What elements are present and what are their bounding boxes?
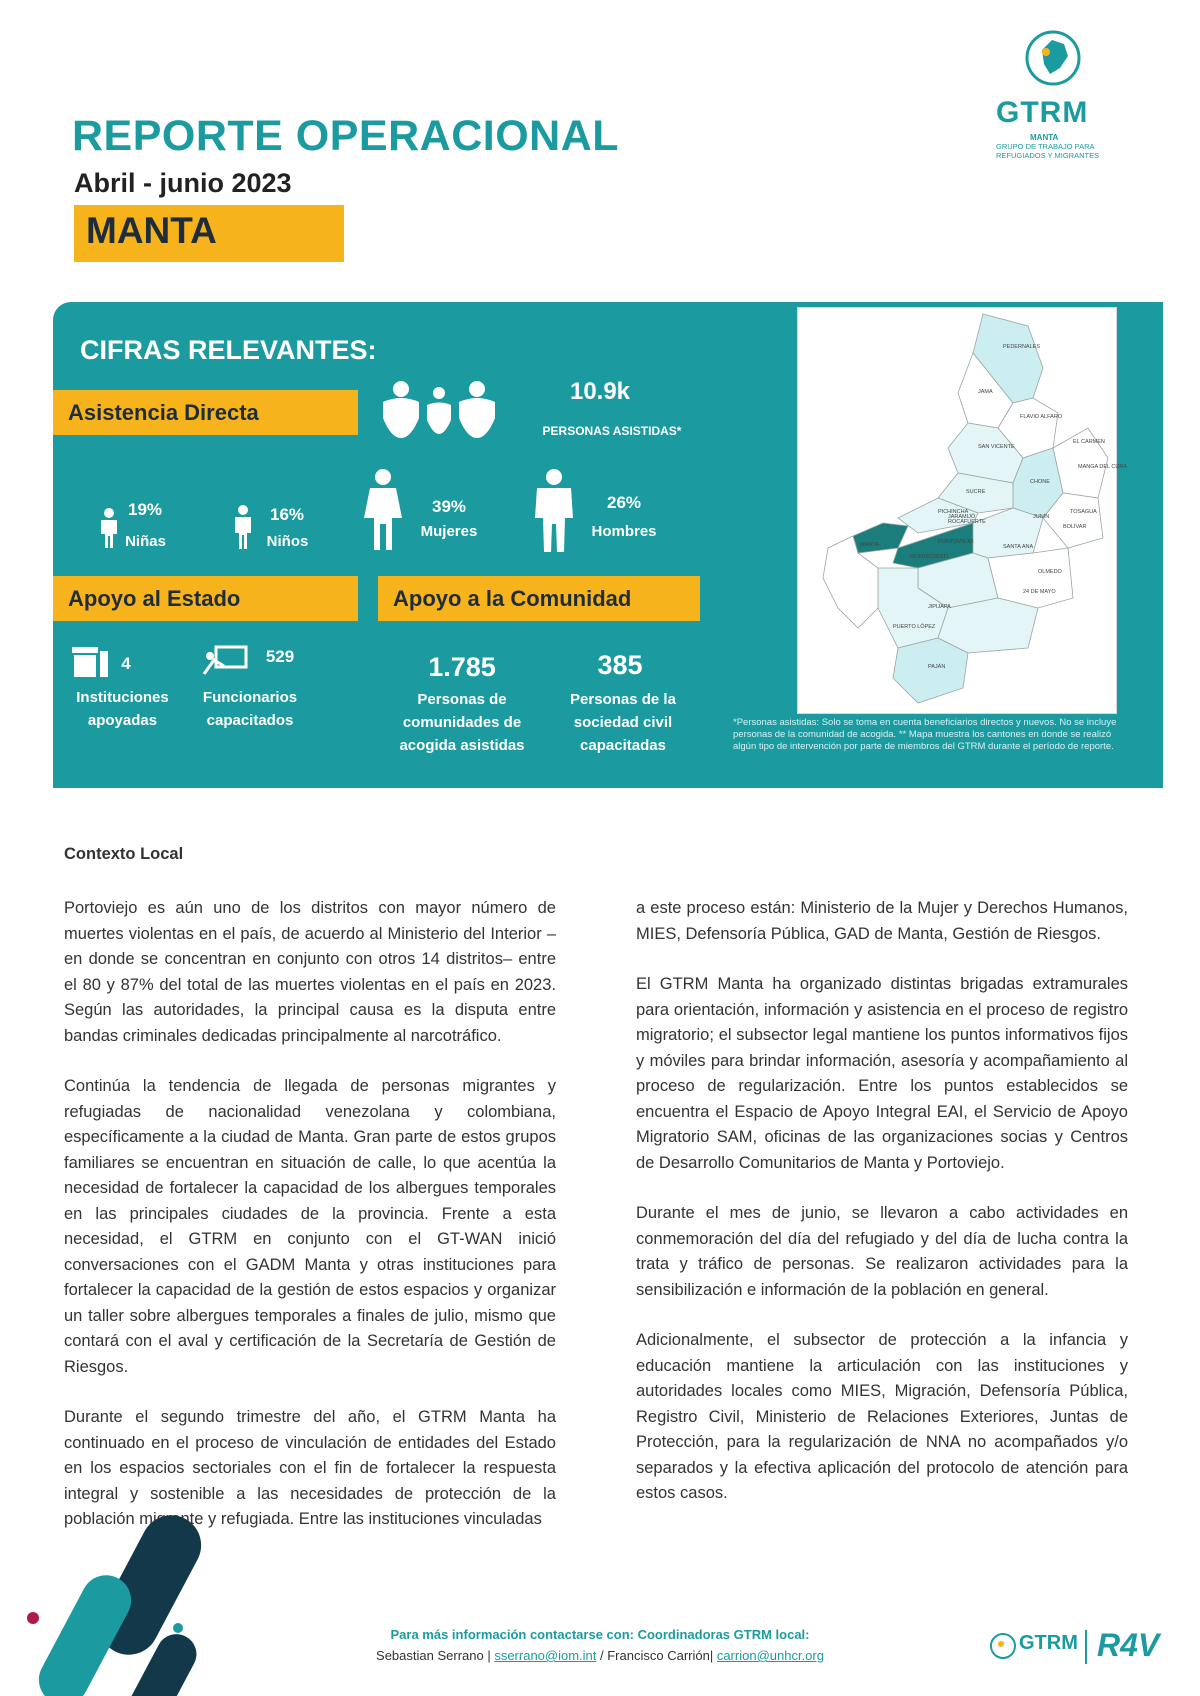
map-label: BOLÍVAR	[1063, 524, 1087, 530]
map-label: JIPIJAPA	[928, 604, 951, 610]
ninos-label: Niños	[266, 533, 309, 550]
map-label: FLAVIO ALFARO	[1020, 414, 1063, 420]
acogida-label2: comunidades de	[402, 714, 522, 731]
logo-tagline: GRUPO DE TRABAJO PARA REFUGIADOS Y MIGRANTES	[996, 142, 1100, 160]
footer-contacts	[300, 1648, 900, 1663]
hombres-label: Hombres	[591, 523, 657, 540]
map-footnote: *Personas asistidas: Solo se toma en cuenta beneficiarios directos y nuevos. No se incluye personas de la comunidad de acogida. ** Mapa muestra los cantones en donde se realizó algún tipo de intervención por parte de miembros del GTRM durante el período de reporte.	[733, 717, 1117, 752]
comunidad-label: Apoyo a la Comunidad	[393, 586, 632, 611]
contexto-col2	[636, 896, 1128, 1532]
footer-logos	[985, 1622, 1175, 1672]
sociedad-label2: sociedad civil	[573, 714, 673, 731]
ecuador-map-icon	[1042, 40, 1068, 74]
map-label: TOSAGUA	[1070, 509, 1097, 515]
footer-r4v-text: R4V	[1097, 1627, 1160, 1663]
map-label: SANTA ANA	[1003, 544, 1034, 550]
man-icon	[531, 468, 577, 552]
acogida-label3: acogida asistidas	[399, 737, 525, 754]
total-asistidas: 10.9k	[569, 378, 631, 405]
instituciones-label1: Instituciones	[76, 689, 169, 706]
contexto-p3: Durante el segundo trimestre del año, el GTRM Manta ha continuado en el proceso de vinculación de entidades del Estado en los espacios sectoriales con el fin de fortalecer la respuesta integral y sostenible a las necesidades de protección de la población migrante y refugiada. Entre las instituciones vinculadas	[64, 1408, 556, 1528]
map-label: JAMA	[978, 389, 993, 395]
boy-icon	[232, 505, 254, 549]
report-title: REPORTE OPERACIONAL	[72, 112, 620, 160]
contexto-p1: Portoviejo es aún uno de los distritos con mayor número de muertes violentas en el país, de acuerdo al Ministerio del Interior –en donde se concentran en conjunto con otros 14 distritos– entre el 80 y 87% del total de las muertes violentas en el país en 2023. Según las autoridades, la principal causa es la disputa entre bandas criminales dedicadas principalmente al narcotráfico.	[64, 899, 556, 1045]
map-label: MANTA	[860, 542, 879, 548]
girl-icon	[98, 508, 120, 548]
map-label: MONTECRISTI	[910, 554, 948, 560]
map-label: OLMEDO	[1038, 569, 1062, 575]
woman-icon	[362, 468, 404, 550]
decorative-shapes	[0, 1500, 230, 1696]
ninas-pct: 19%	[127, 500, 163, 519]
total-asistidas-label: PERSONAS ASISTIDAS*	[542, 424, 682, 438]
ninas-label: Niñas	[125, 533, 166, 550]
mujeres-pct: 39%	[431, 497, 467, 516]
contact-name-1: Sebastian Serrano |	[376, 1648, 495, 1663]
training-icon	[202, 644, 248, 676]
mujeres-label: Mujeres	[420, 523, 478, 540]
map-label: EL CARMEN	[1073, 439, 1105, 445]
report-period: Abril - junio 2023	[74, 168, 292, 198]
contexto-p4: a este proceso están: Ministerio de la Mujer y Derechos Humanos, MIES, Defensoría Pública, GAD de Manta, Gestión de Riesgos.	[636, 899, 1128, 943]
contact-name-2: / Francisco Carrión|	[596, 1648, 717, 1663]
map-label: ROCAFUERTE	[948, 519, 986, 525]
sociedad-value: 385	[597, 650, 643, 680]
map-label: MANGA DEL CURA	[1078, 464, 1128, 470]
logo-city: MANTA	[1030, 133, 1059, 142]
map-label: PUERTO LÓPEZ	[893, 624, 936, 630]
hombres-pct: 26%	[606, 493, 642, 512]
contexto-p7: Adicionalmente, el subsector de protección a la infancia y educación mantiene la articulación con las instituciones y autoridades locales como MIES, Migración, Defensoría Pública, Registro Civil, Ministerio de Relaciones Exteriores, Juntas de Protección, para la regularización de NNA no acompañados y/o separados y la efectiva aplicación del protocolo de atención para estos casos.	[636, 1331, 1128, 1502]
acogida-label1: Personas de	[417, 691, 507, 708]
cifras-title: CIFRAS RELEVANTES:	[80, 335, 377, 365]
ninos-pct: 16%	[269, 505, 305, 524]
canton-map	[798, 308, 1128, 713]
estado-label: Apoyo al Estado	[68, 586, 241, 611]
map-label: PEDERNALES	[1003, 344, 1040, 350]
logo-name: GTRM	[996, 96, 1089, 129]
contexto-heading: Contexto Local	[64, 845, 184, 863]
manabi-map	[797, 307, 1128, 714]
contexto-p5: El GTRM Manta ha organizado distintas brigadas extramurales para orientación, información y asistencia en el proceso de registro migratorio; el subsector legal mantiene los puntos informativos fijos y móviles para brindar información, asesoría y acompañamiento al proceso de regularización. Entre los puntos establecidos se encuentra el Espacio de Apoyo Integral EAI, el Servicio de Apoyo Migratorio SAM, oficinas de las organizaciones socias y Centros de Desarrollo Comunitarios de Manta y Portoviejo.	[636, 975, 1128, 1172]
map-label: 24 DE MAYO	[1023, 589, 1056, 595]
funcionarios-label2: capacitados	[206, 712, 294, 729]
footer-gtrm-text: GTRM	[1019, 1632, 1078, 1654]
map-label: JARAMIJÓ	[948, 514, 976, 520]
map-label: PICHINCHA	[938, 509, 969, 515]
map-label: SUCRE	[966, 489, 986, 495]
acogida-value: 1.785	[428, 652, 496, 682]
contexto-col1	[64, 896, 556, 1558]
map-label: CHONE	[1030, 479, 1050, 485]
instituciones-value: 4	[121, 654, 131, 673]
contexto-p6: Durante el mes de junio, se llevaron a cabo actividades en conmemoración del día del refugiado y del día de lucha contra la trata y tráfico de personas. Se realizaron actividades para la sensibilización e información de la población en general.	[636, 1204, 1128, 1299]
map-label: PORTOVIEJO	[938, 539, 974, 545]
funcionarios-label1: Funcionarios	[202, 689, 298, 706]
funcionarios-value: 529	[265, 647, 295, 666]
family-icon	[373, 380, 511, 442]
building-icon	[70, 645, 110, 679]
instituciones-label2: apoyadas	[87, 712, 158, 729]
email-link-1[interactable]: sserrano@iom.int	[494, 1648, 597, 1663]
sociedad-label1: Personas de la	[570, 691, 676, 708]
map-label: PAJÁN	[928, 664, 946, 670]
map-label: JUNÍN	[1033, 514, 1050, 520]
footer-contact-line: Para más información contactarse con: Coordinadoras GTRM local:	[390, 1627, 810, 1642]
asistencia-label: Asistencia Directa	[68, 400, 259, 425]
city-name: MANTA	[86, 210, 217, 251]
contexto-p2: Continúa la tendencia de llegada de personas migrantes y refugiadas de nacionalidad venezolana y colombiana, específicamente a la ciudad de Manta. Gran parte de estos grupos familiares se encuentran en situación de calle, lo que acentúa la necesidad de fortalecer la capacidad de los albergues temporales en las principales ciudades de la provincia. Frente a esta necesidad, el GTRM en conjunto con el GT-WAN inició conversaciones con el GADM Manta y otras instituciones para fortalecer la capacidad de la gestión de estos espacios y organizar un taller sobre albergues temporales a finales de julio, mismo que contará con el aval y certificación de la Secretaría de Gestión de Riesgos.	[64, 1077, 556, 1376]
email-link-2[interactable]: carrion@unhcr.org	[716, 1648, 824, 1663]
sociedad-label3: capacitadas	[580, 737, 666, 754]
map-label: SAN VICENTE	[978, 444, 1015, 450]
